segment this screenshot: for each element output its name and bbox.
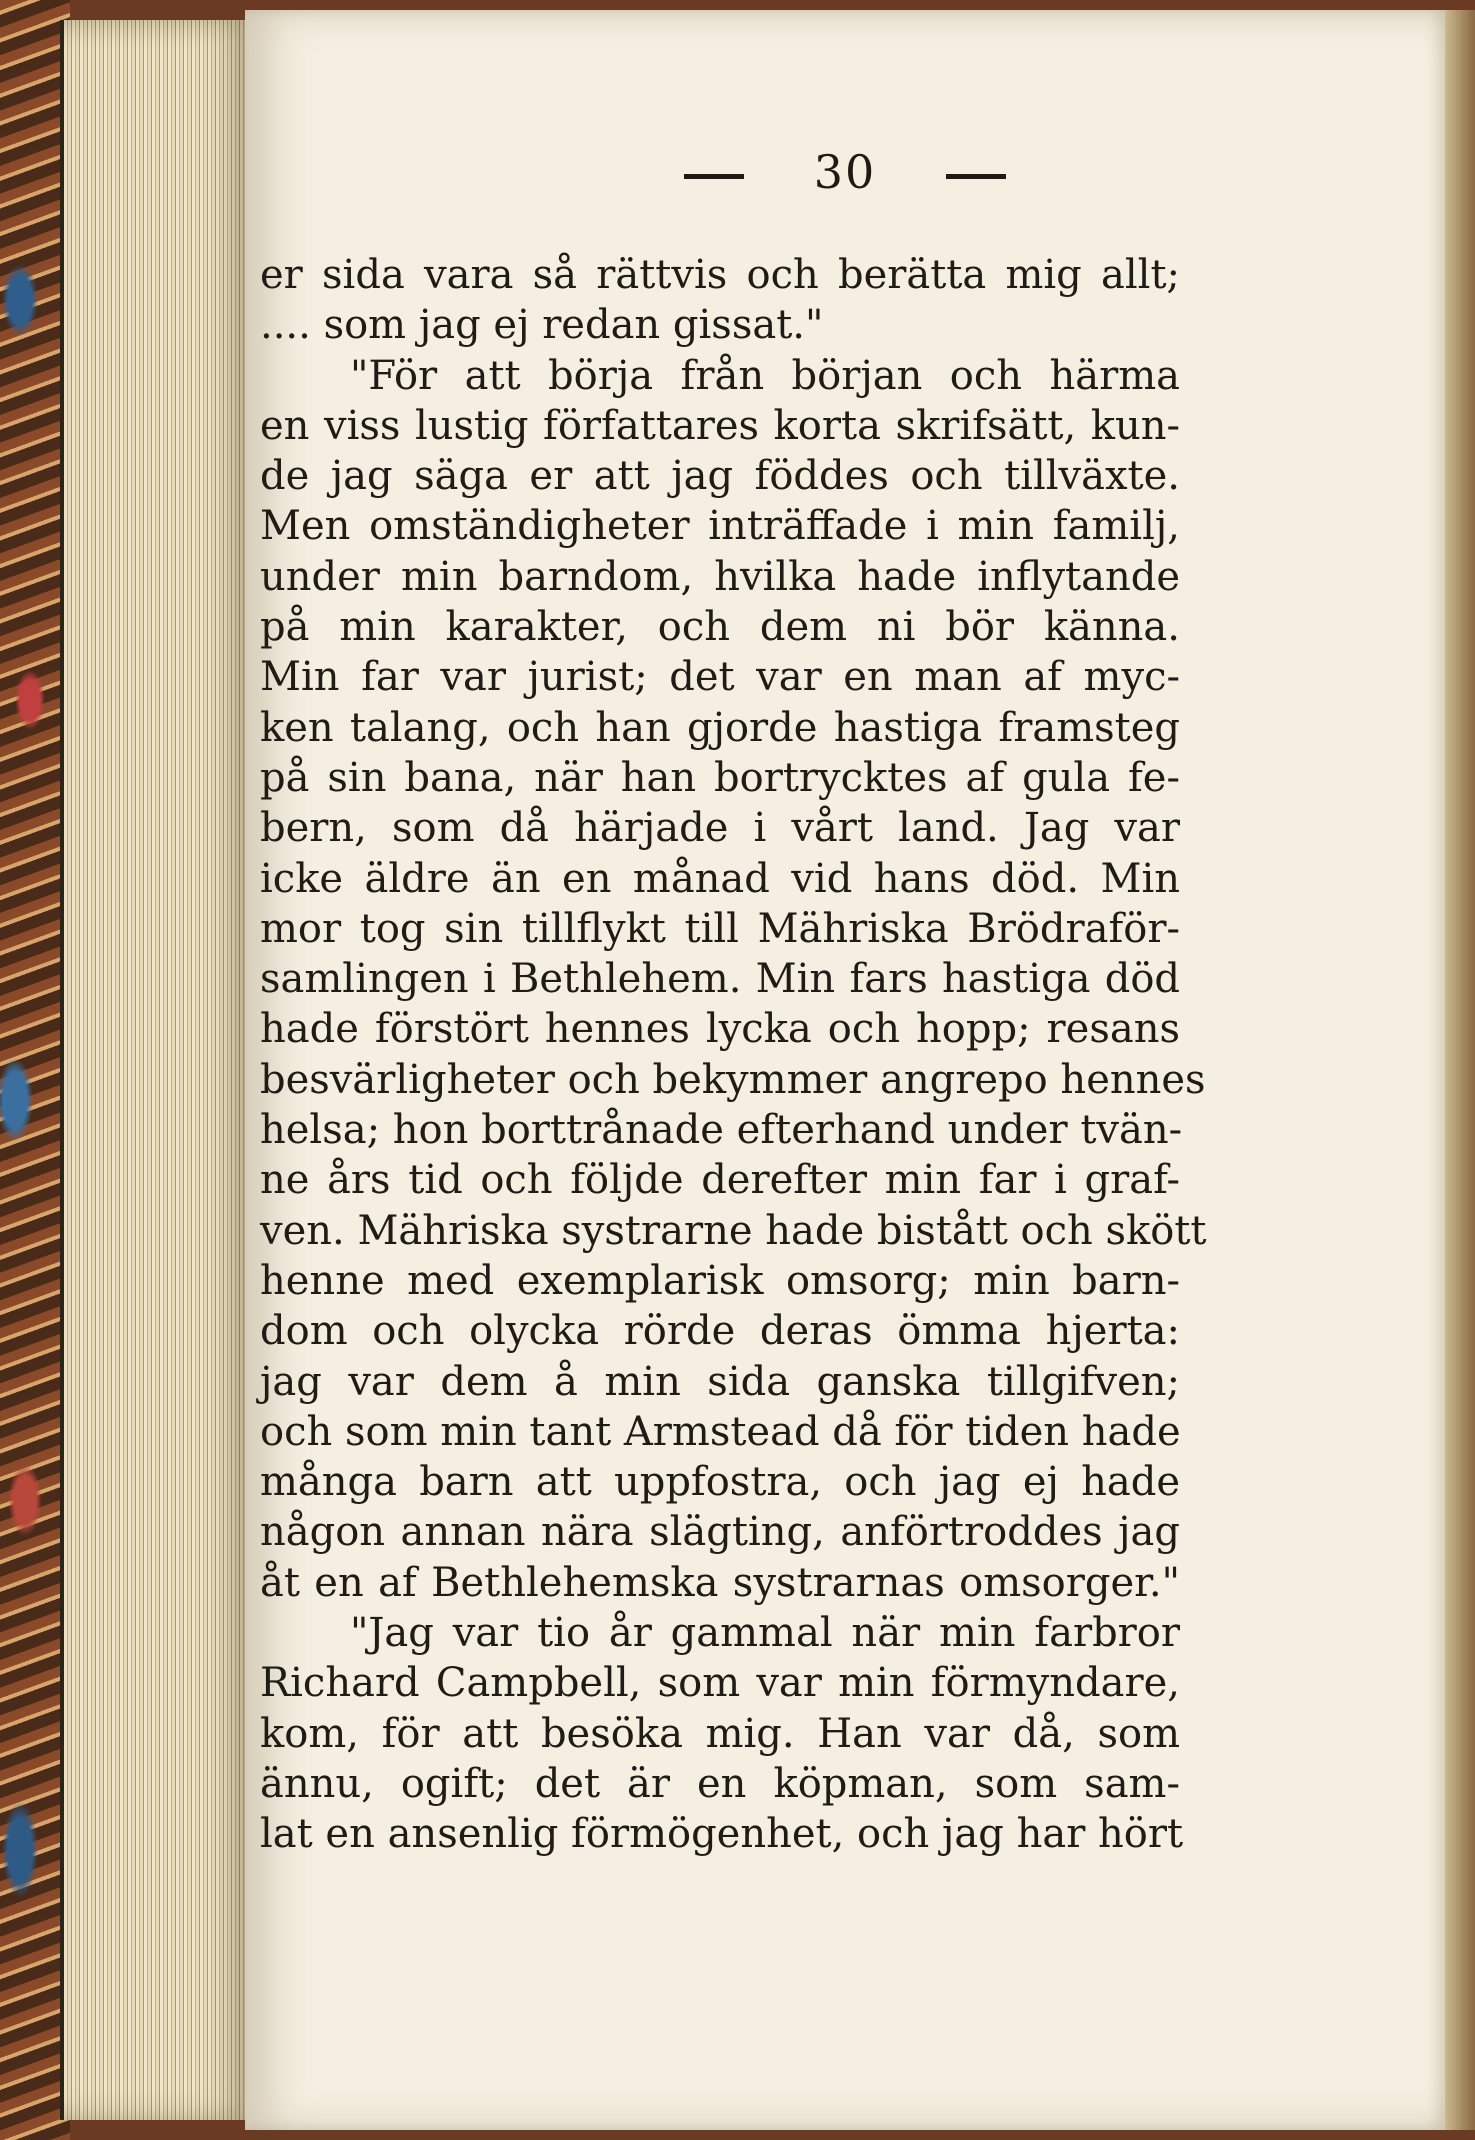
text-line: på sin bana, när han bortrycktes af gula fe- — [260, 754, 1180, 801]
text-line: Min far var jurist; det var en man af myc- — [260, 654, 1180, 701]
text-line: helsa; hon borttrånade efterhand under tvän- — [260, 1107, 1183, 1154]
text-line: Richard Campbell, som var min förmyndare, — [260, 1660, 1180, 1707]
text-line: besvärligheter och bekymmer angrepo hennes — [260, 1056, 1206, 1103]
text-line: henne med exemplarisk omsorg; min barn- — [260, 1257, 1180, 1304]
text-line: åt en af Bethlehemska systrarnas omsorger." — [260, 1559, 1180, 1606]
page-number: 30 — [813, 145, 877, 199]
page-edges — [60, 20, 254, 2120]
text-line: ken talang, och han gjorde hastiga framsteg — [260, 704, 1180, 751]
text-line: Men omständigheter inträffade i min familj, — [260, 503, 1180, 550]
header-dash-right — [946, 174, 1006, 179]
text-line: ne års tid och följde derefter min far i graf- — [260, 1157, 1180, 1204]
text-line: er sida vara så rättvis och berätta mig allt; — [260, 252, 1180, 298]
text-line: lat en ansenlig förmögenhet, och jag har hört — [260, 1811, 1184, 1858]
body-text — [260, 250, 1207, 1860]
text-line: ven. Mähriska systrarne hade bistått och skött — [260, 1207, 1207, 1254]
text-line: kom, för att besöka mig. Han var då, som — [260, 1710, 1180, 1757]
text-line: .... som jag ej redan gissat." — [260, 302, 824, 349]
header-dash-left — [684, 174, 744, 179]
text-line: "För att börja från början och härma — [350, 352, 1180, 399]
text-line: dom och olycka rörde deras ömma hjerta: — [260, 1308, 1180, 1355]
text-line: "Jag var tio år gammal när min farbror — [350, 1610, 1180, 1657]
text-line: en viss lustig författares korta skrifsätt, kun- — [260, 402, 1180, 449]
text-line: under min barndom, hvilka hade inflytande — [260, 553, 1180, 600]
text-line: och som min tant Armstead då för tiden hade — [260, 1408, 1181, 1455]
text-line: ännu, ogift; det är en köpman, som sam- — [260, 1760, 1180, 1807]
text-line: jag var dem å min sida ganska tillgifven; — [260, 1358, 1180, 1405]
binding-edge — [1445, 10, 1475, 2130]
text-line: mor tog sin tillflykt till Mähriska Brödraför- — [260, 905, 1180, 952]
text-line: på min karakter, och dem ni bör känna. — [260, 604, 1180, 651]
page-header — [245, 145, 1445, 199]
text-line: många barn att uppfostra, och jag ej hade — [260, 1459, 1180, 1506]
text-line: någon annan nära slägting, anförtroddes jag — [260, 1509, 1180, 1556]
text-line: hade förstört hennes lycka och hopp; resans — [260, 1006, 1180, 1053]
text-line: samlingen i Bethlehem. Min fars hastiga död — [260, 956, 1180, 1003]
text-line: de jag säga er att jag föddes och tillväxte. — [260, 453, 1180, 500]
text-line: icke äldre än en månad vid hans död. Min — [260, 855, 1180, 902]
text-line: bern, som då härjade i vårt land. Jag var — [260, 805, 1180, 852]
